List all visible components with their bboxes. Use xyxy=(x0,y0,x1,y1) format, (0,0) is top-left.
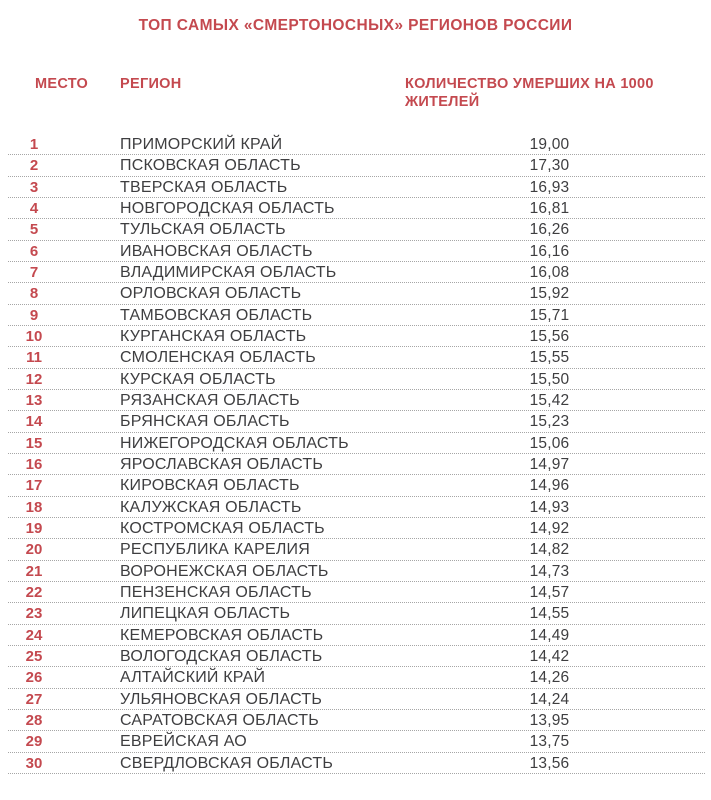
region-cell: ТУЛЬСКАЯ ОБЛАСТЬ xyxy=(120,221,286,239)
rank-cell: 18 xyxy=(25,498,43,516)
region-cell: ЛИПЕЦКАЯ ОБЛАСТЬ xyxy=(120,605,291,623)
table-row xyxy=(8,198,705,219)
rank-cell: 13 xyxy=(25,391,43,409)
table-row xyxy=(8,561,705,582)
table-row xyxy=(8,219,705,240)
region-cell: КАЛУЖСКАЯ ОБЛАСТЬ xyxy=(120,498,302,516)
column-header-deaths-per-1000: КОЛИЧЕСТВО УМЕРШИХ НА 1000 ЖИТЕЛЕЙ xyxy=(405,76,654,110)
value-cell: 14,92 xyxy=(529,519,570,537)
region-cell: НОВГОРОДСКАЯ ОБЛАСТЬ xyxy=(120,199,335,217)
value-cell: 15,92 xyxy=(529,285,570,303)
table-row xyxy=(8,411,705,432)
value-cell: 13,56 xyxy=(529,754,570,772)
value-cell: 14,26 xyxy=(529,669,570,687)
value-cell: 15,23 xyxy=(529,413,570,431)
value-cell: 14,49 xyxy=(529,626,570,644)
value-cell: 19,00 xyxy=(529,136,570,153)
table-row xyxy=(8,667,705,688)
region-cell: ИВАНОВСКАЯ ОБЛАСТЬ xyxy=(120,242,313,260)
rank-cell: 27 xyxy=(25,690,43,708)
table-row xyxy=(8,241,705,262)
table-row xyxy=(8,753,705,774)
table-row xyxy=(8,497,705,518)
table-row xyxy=(8,390,705,411)
region-cell: ВОРОНЕЖСКАЯ ОБЛАСТЬ xyxy=(120,562,329,580)
rank-cell: 11 xyxy=(26,349,42,367)
table-row xyxy=(8,454,705,475)
table-row xyxy=(8,177,705,198)
table-row xyxy=(8,582,705,603)
region-cell: СМОЛЕНСКАЯ ОБЛАСТЬ xyxy=(120,349,316,367)
rank-cell: 23 xyxy=(25,605,43,623)
table-row xyxy=(8,326,705,347)
table-row xyxy=(8,475,705,496)
value-cell: 14,42 xyxy=(529,647,570,665)
region-cell: ЕВРЕЙСКАЯ АО xyxy=(120,733,247,751)
rank-cell: 14 xyxy=(25,413,43,431)
column-header-place: МЕСТО xyxy=(35,76,89,92)
region-cell: ПСКОВСКАЯ ОБЛАСТЬ xyxy=(120,157,301,175)
value-cell: 16,16 xyxy=(529,242,570,260)
table-row xyxy=(8,689,705,710)
table-row xyxy=(8,646,705,667)
region-cell: ЯРОСЛАВСКАЯ ОБЛАСТЬ xyxy=(120,455,324,473)
table-row xyxy=(8,155,705,176)
region-cell: РЯЗАНСКАЯ ОБЛАСТЬ xyxy=(120,391,300,409)
region-cell: САРАТОВСКАЯ ОБЛАСТЬ xyxy=(120,711,319,729)
rank-cell: 26 xyxy=(25,669,43,687)
region-cell: КИРОВСКАЯ ОБЛАСТЬ xyxy=(120,477,300,495)
region-cell: НИЖЕГОРОДСКАЯ ОБЛАСТЬ xyxy=(120,434,349,452)
region-cell: КУРГАНСКАЯ ОБЛАСТЬ xyxy=(120,327,307,345)
region-cell: УЛЬЯНОВСКАЯ ОБЛАСТЬ xyxy=(120,690,323,708)
rank-cell: 28 xyxy=(25,711,43,729)
table-body xyxy=(8,134,705,774)
value-cell: 14,93 xyxy=(529,498,570,516)
rank-cell: 30 xyxy=(25,754,43,772)
rank-cell: 16 xyxy=(25,455,43,473)
value-cell: 15,55 xyxy=(529,349,570,367)
region-cell: ВОЛОГОДСКАЯ ОБЛАСТЬ xyxy=(120,647,323,665)
table-row xyxy=(8,305,705,326)
value-cell: 13,95 xyxy=(529,711,570,729)
value-cell: 14,96 xyxy=(529,477,570,495)
value-cell: 16,93 xyxy=(529,178,570,196)
rank-cell: 19 xyxy=(25,519,43,537)
table-row xyxy=(8,262,705,283)
rank-cell: 2 xyxy=(29,157,39,175)
value-cell: 13,75 xyxy=(529,733,570,751)
value-cell: 15,06 xyxy=(529,434,570,452)
region-cell: АЛТАЙСКИЙ КРАЙ xyxy=(120,669,266,687)
table-row xyxy=(8,283,705,304)
table-row xyxy=(8,625,705,646)
value-cell: 16,26 xyxy=(529,221,570,239)
value-cell: 16,81 xyxy=(529,199,570,217)
region-cell: КУРСКАЯ ОБЛАСТЬ xyxy=(120,370,276,388)
rank-cell: 22 xyxy=(25,583,43,601)
rank-cell: 3 xyxy=(29,178,39,196)
rank-cell: 12 xyxy=(25,370,43,388)
column-header-region: РЕГИОН xyxy=(120,76,182,92)
rank-cell: 6 xyxy=(29,242,39,260)
value-cell: 16,08 xyxy=(529,263,570,281)
rank-cell: 1 xyxy=(29,136,39,153)
region-cell: ПРИМОРСКИЙ КРАЙ xyxy=(120,136,283,153)
region-cell: БРЯНСКАЯ ОБЛАСТЬ xyxy=(120,413,290,431)
table-row xyxy=(8,134,705,155)
table-row xyxy=(8,731,705,752)
value-cell: 15,42 xyxy=(529,391,570,409)
table-row xyxy=(8,433,705,454)
page-title: ТОП САМЫХ «СМЕРТОНОСНЫХ» РЕГИОНОВ РОССИИ xyxy=(138,17,573,34)
rank-cell: 21 xyxy=(25,562,43,580)
table-row xyxy=(8,603,705,624)
value-cell: 14,24 xyxy=(529,690,570,708)
value-cell: 14,57 xyxy=(529,583,570,601)
rank-cell: 29 xyxy=(25,733,43,751)
region-cell: ВЛАДИМИРСКАЯ ОБЛАСТЬ xyxy=(120,263,337,281)
rank-cell: 24 xyxy=(25,626,43,644)
table-row xyxy=(8,539,705,560)
region-cell: СВЕРДЛОВСКАЯ ОБЛАСТЬ xyxy=(120,754,334,772)
rank-cell: 17 xyxy=(25,477,43,495)
value-cell: 14,82 xyxy=(529,541,570,559)
value-cell: 15,56 xyxy=(529,327,570,345)
rank-cell: 7 xyxy=(29,263,39,281)
value-cell: 15,71 xyxy=(529,306,570,324)
value-cell: 14,73 xyxy=(529,562,570,580)
rank-cell: 20 xyxy=(25,541,43,559)
rank-cell: 5 xyxy=(29,221,39,239)
region-cell: РЕСПУБЛИКА КАРЕЛИЯ xyxy=(120,541,310,559)
value-cell: 17,30 xyxy=(529,157,570,175)
value-cell: 14,55 xyxy=(529,605,570,623)
table-row xyxy=(8,347,705,368)
rank-cell: 25 xyxy=(25,647,43,665)
table-row xyxy=(8,369,705,390)
rank-cell: 10 xyxy=(25,327,43,345)
value-cell: 14,97 xyxy=(529,455,570,473)
rank-cell: 15 xyxy=(25,434,43,452)
table-row xyxy=(8,710,705,731)
region-cell: ТАМБОВСКАЯ ОБЛАСТЬ xyxy=(120,306,313,324)
region-cell: ПЕНЗЕНСКАЯ ОБЛАСТЬ xyxy=(120,583,312,601)
table-header xyxy=(0,75,711,111)
table-row xyxy=(8,518,705,539)
rank-cell: 9 xyxy=(29,306,39,324)
region-cell: КОСТРОМСКАЯ ОБЛАСТЬ xyxy=(120,519,325,537)
rank-cell: 8 xyxy=(29,285,39,303)
region-cell: ОРЛОВСКАЯ ОБЛАСТЬ xyxy=(120,285,302,303)
region-cell: ТВЕРСКАЯ ОБЛАСТЬ xyxy=(120,178,288,196)
value-cell: 15,50 xyxy=(529,370,570,388)
rank-cell: 4 xyxy=(29,199,39,217)
region-cell: КЕМЕРОВСКАЯ ОБЛАСТЬ xyxy=(120,626,324,644)
